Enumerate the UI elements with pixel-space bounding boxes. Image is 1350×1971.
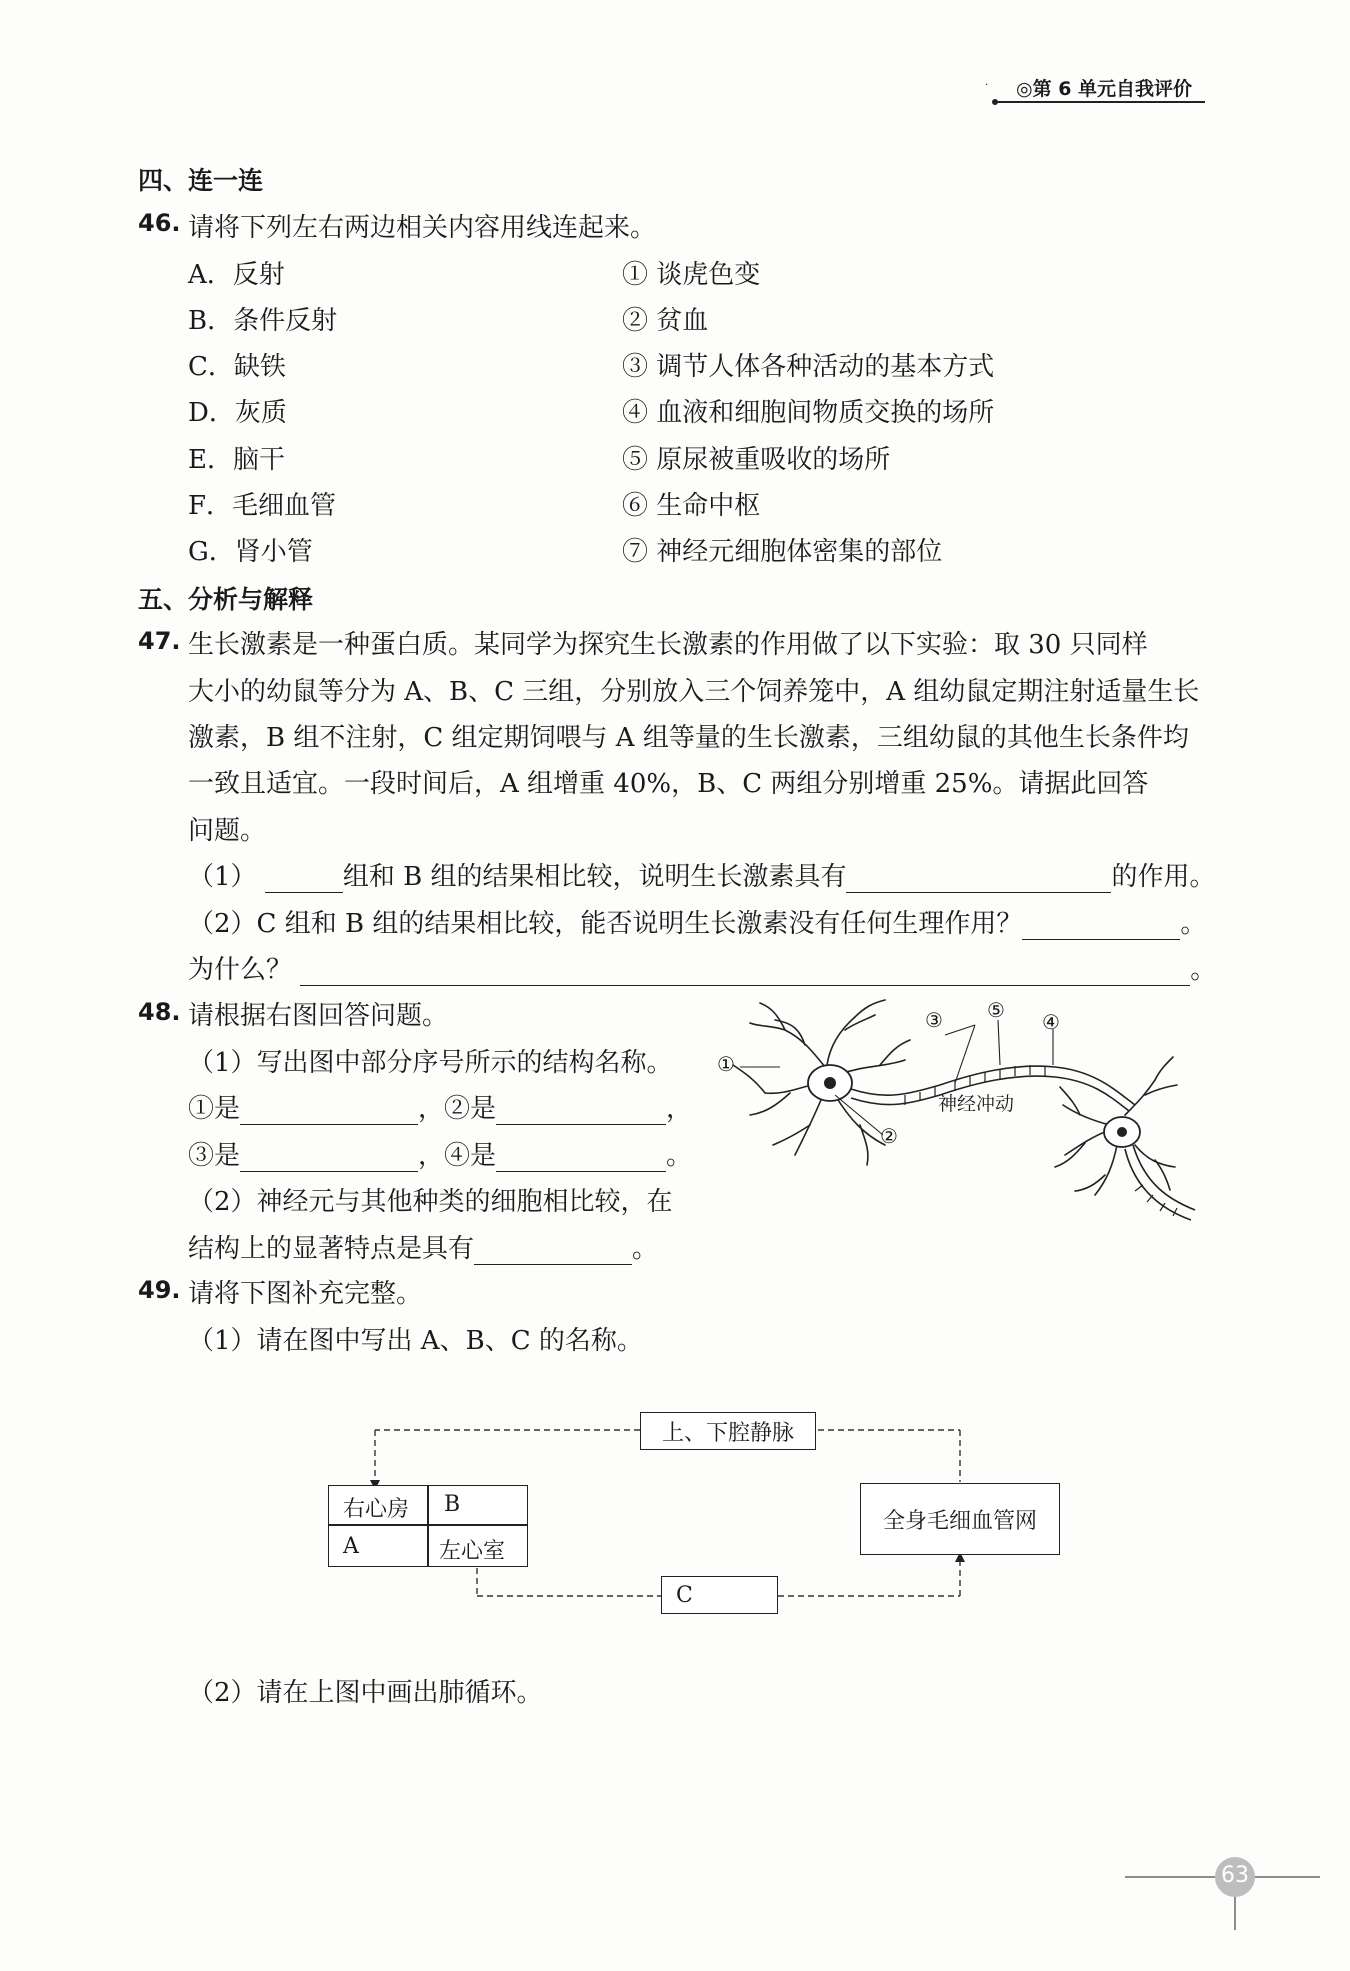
heart-table xyxy=(328,1485,528,1567)
header-title: ◎第 6 单元自我评价 xyxy=(1016,78,1193,100)
footer-rule xyxy=(1125,1850,1325,1930)
sub-question-2: （2）神经元与其他种类的细胞相比较，在 xyxy=(188,1187,673,1217)
match-left-item: E．脑干 xyxy=(188,445,285,475)
neuron-label-2: ② xyxy=(880,1124,898,1148)
why-label: 为什么？ xyxy=(188,955,293,985)
match-left-item: F．毛细血管 xyxy=(188,491,337,521)
neuron-label-1: ① xyxy=(717,1052,735,1076)
right-atrium-cell: 右心房 xyxy=(343,1497,410,1522)
box-label: C xyxy=(676,1582,693,1608)
answer-blank[interactable] xyxy=(474,1240,632,1265)
match-left-item: B．条件反射 xyxy=(188,306,338,336)
sub-suffix: 的作用。 xyxy=(1111,862,1216,892)
label: 。 xyxy=(666,1141,693,1171)
paragraph-line: 一致且适宜。一段时间后，A 组增重 40%，B、C 两组分别增重 25%。请据此回答 xyxy=(188,769,1149,799)
answer-line-1 xyxy=(188,1088,692,1125)
sub-question-1: （1）写出图中部分序号所示的结构名称。 xyxy=(188,1048,673,1078)
paragraph-line: 问题。 xyxy=(188,816,267,846)
label: ①是 xyxy=(188,1094,241,1124)
why-line xyxy=(188,949,1216,986)
question-number: 49. xyxy=(138,1276,181,1304)
neuron-label-5: ⑤ xyxy=(987,998,1005,1022)
neuron-diagram xyxy=(715,995,1205,1245)
paragraph-line: 激素，B 组不注射，C 组定期饲喂与 A 组等量的生长激素，三组幼鼠的其他生长条件均 xyxy=(188,723,1189,753)
section-5-title: 五、分析与解释 xyxy=(138,585,314,614)
label: ， xyxy=(666,1094,693,1124)
vena-cava-box xyxy=(640,1412,816,1450)
label: 结构上的显著特点是具有 xyxy=(188,1234,475,1264)
match-right-item: ① 谈虎色变 xyxy=(622,260,761,290)
header-dot: · xyxy=(985,80,989,91)
label: ，④是 xyxy=(418,1141,497,1171)
question-number: 47. xyxy=(138,627,181,655)
sub-question-2 xyxy=(188,903,1206,940)
label: ，②是 xyxy=(418,1094,497,1124)
page-number: 63 xyxy=(1221,1863,1249,1888)
neuron-label-4: ④ xyxy=(1042,1010,1060,1034)
paragraph-line: 大小的幼鼠等分为 A、B、C 三组，分别放入三个饲养笼中，A 组幼鼠定期注射适量生长 xyxy=(188,677,1200,707)
sub-mid: 组和 B 组的结果相比较，说明生长激素具有 xyxy=(342,862,847,892)
answer-blank[interactable] xyxy=(265,868,343,893)
neuron-caption: 神经冲动 xyxy=(938,1093,1015,1115)
why-end: 。 xyxy=(1190,955,1217,985)
sub-prefix: （1） xyxy=(188,862,257,892)
capillary-box xyxy=(860,1483,1060,1555)
header-rule xyxy=(980,96,1210,110)
label: 。 xyxy=(632,1234,659,1264)
heart-b-cell[interactable]: B xyxy=(444,1492,461,1517)
answer-blank[interactable] xyxy=(496,1100,666,1125)
match-left-item: A．反射 xyxy=(188,260,285,290)
match-right-item: ③ 调节人体各种活动的基本方式 xyxy=(622,352,995,382)
answer-blank[interactable] xyxy=(846,868,1111,893)
sub-question-1: （1）请在图中写出 A、B、C 的名称。 xyxy=(188,1326,643,1356)
sub-question-2-cont xyxy=(188,1228,658,1265)
sub-text: （2）C 组和 B 组的结果相比较，能否说明生长激素没有任何生理作用？ xyxy=(188,909,1023,939)
label: ③是 xyxy=(188,1141,241,1171)
box-label: 全身毛细血管网 xyxy=(882,1508,1037,1534)
question-prompt: 请将下图补充完整。 xyxy=(188,1279,423,1309)
question-number: 46. xyxy=(138,209,181,237)
paragraph-line: 生长激素是一种蛋白质。某同学为探究生长激素的作用做了以下实验：取 30 只同样 xyxy=(188,630,1148,660)
section-4-title: 四、连一连 xyxy=(138,166,264,195)
sub-question-2: （2）请在上图中画出肺循环。 xyxy=(188,1678,543,1708)
answer-blank[interactable] xyxy=(300,961,1190,986)
sub-question-1 xyxy=(188,856,1215,893)
answer-line-2 xyxy=(188,1135,692,1172)
match-right-item: ⑤ 原尿被重吸收的场所 xyxy=(622,445,891,475)
match-right-item: ② 贫血 xyxy=(622,306,709,336)
answer-blank[interactable] xyxy=(1022,915,1180,940)
match-left-item: D．灰质 xyxy=(188,398,287,428)
match-left-item: G．肾小管 xyxy=(188,537,313,567)
box-label: 上、下腔静脉 xyxy=(661,1420,794,1446)
question-number: 48. xyxy=(138,998,181,1026)
question-prompt: 请将下列左右两边相关内容用线连起来。 xyxy=(188,213,657,243)
neuron-label-3: ③ xyxy=(925,1008,943,1032)
answer-blank[interactable] xyxy=(240,1100,418,1125)
left-ventricle-cell: 左心室 xyxy=(439,1539,506,1564)
heart-a-cell[interactable]: A xyxy=(343,1534,359,1559)
sub-end: 。 xyxy=(1180,909,1207,939)
match-right-item: ④ 血液和细胞间物质交换的场所 xyxy=(622,398,995,428)
match-left-item: C．缺铁 xyxy=(188,352,286,382)
answer-blank[interactable] xyxy=(496,1147,666,1172)
c-box[interactable] xyxy=(661,1576,778,1614)
match-right-item: ⑦ 神经元细胞体密集的部位 xyxy=(622,537,943,567)
question-prompt: 请根据右图回答问题。 xyxy=(188,1001,449,1031)
answer-blank[interactable] xyxy=(240,1147,418,1172)
match-right-item: ⑥ 生命中枢 xyxy=(622,491,761,521)
